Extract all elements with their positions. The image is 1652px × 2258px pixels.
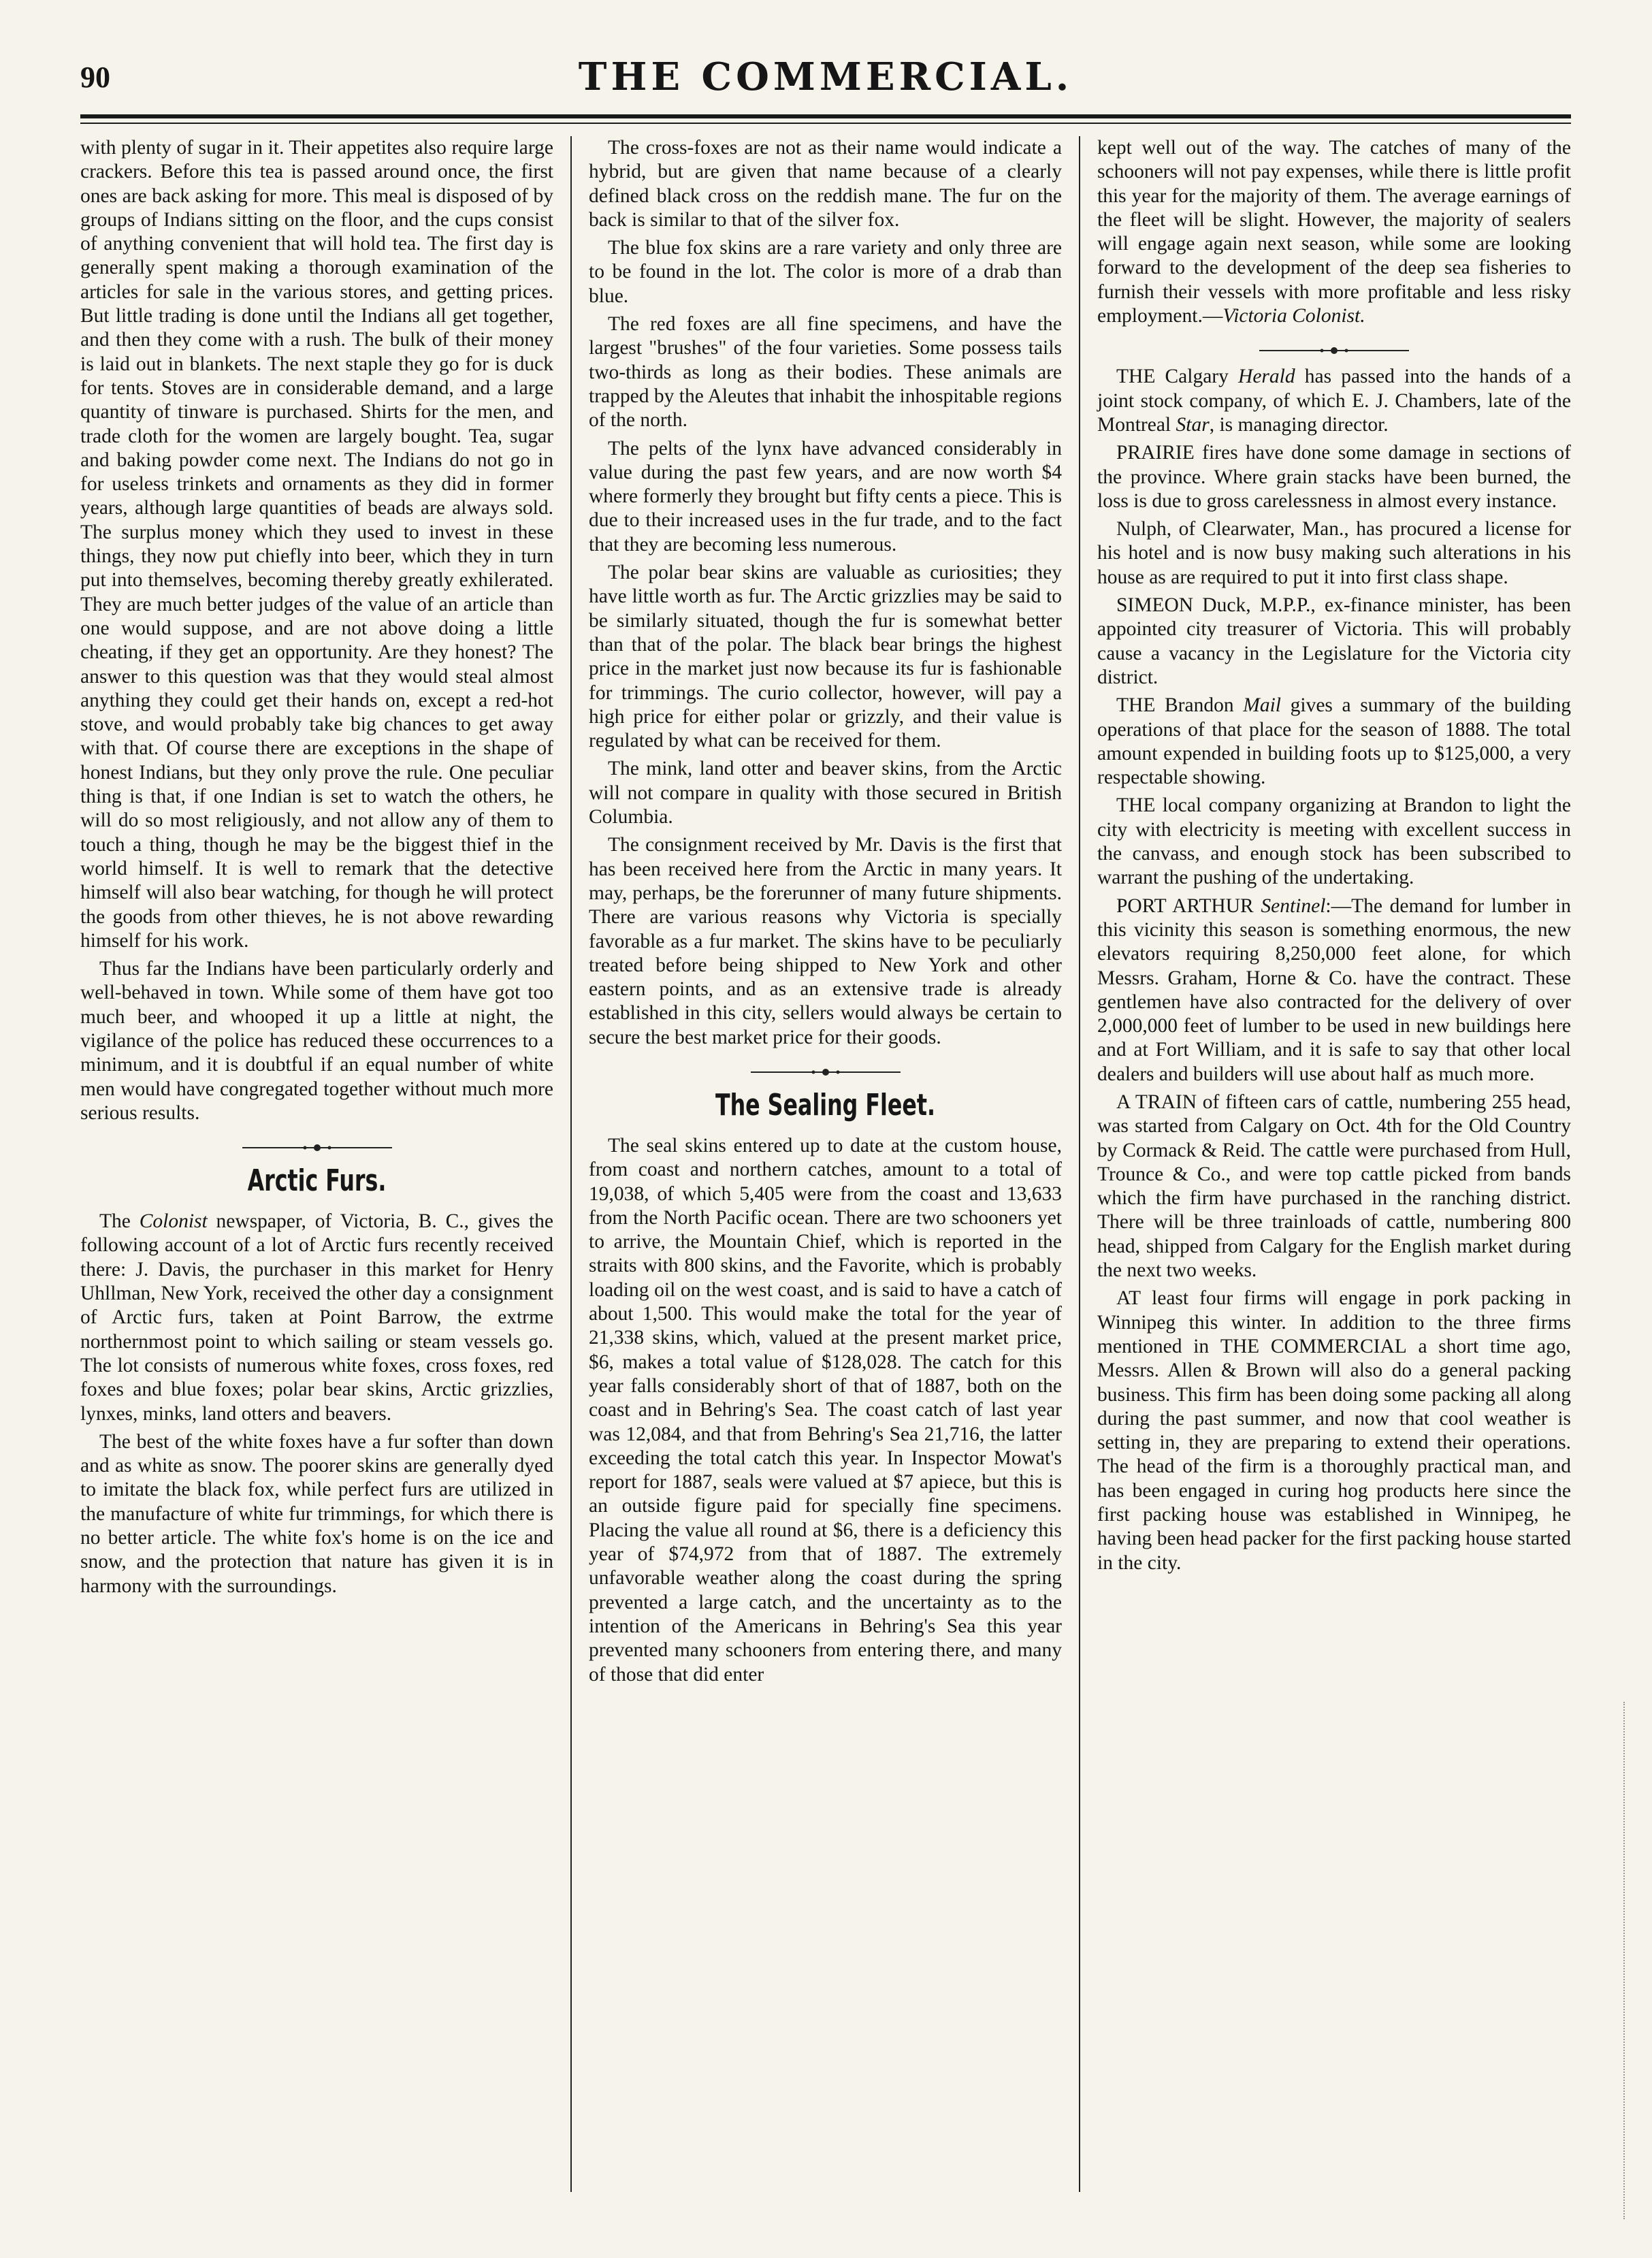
paragraph: The best of the white foxes have a fur softer than down and as white as snow. The poorer skins are generally dyed to imitate the black fox, while perfect furs are utilized in the manufacture of white fur trimmings, for which there is no better article. The white fox's home is on the ice and snow, and the protection that nature has given it is in harmony with the surroundings. [80,1430,553,1597]
paragraph: THE local company organizing at Brandon to light the city with electricity is meeting with excellent success in the canvass, and enough stock has been subscribed to warrant the pushing of the undertaking. [1097,794,1571,889]
column-2 [589,136,1062,1691]
column-divider [1079,136,1080,2192]
header-rule-thin [80,123,1571,124]
section-ornament [80,1143,553,1152]
paragraph: The red foxes are all fine specimens, and have the largest "brushes" of the four varieties. Some possess tails two-thirds as long as their bodies. These animals are trapped by the Aleutes that inhabit the inhospitable regions of the north. [589,313,1062,432]
paragraph: The seal skins entered up to date at the custom house, from coast and northern catches, amount to a total of 19,038, of which 5,405 were from the coast and 13,633 from the North Pacific ocean. There are two schooners yet to arrive, the Mountain Chief, which is reported in the straits with 800 skins, and the Favorite, which is probably loading oil on the west coast, and is said to have a catch of about 1,500. This would make the total for the year of 21,338 skins, which, valued at the present market price, $6, makes a total value of $128,028. The catch for this year falls considerably short of that of 1887, both on the coast and in Behring's Sea. The coast catch of last year was 12,084, and that from Behring's Sea 21,716, the latter exceeding the total catch this year. In Inspector Mowat's report for 1887, seals were valued at $7 apiece, but this is an outside figure paid for specially fine specimens. Placing the value all round at $6, there is a deficiency this year of $74,972 from that of 1887. The extremely unfavorable weather along the coast during the spring prevented a large catch, and the uncertainty as to the intention of the Americans in Behring's Sea this year prevented many schooners from entering there, and many of those that did enter [589,1134,1062,1686]
paragraph: THE Brandon Mail gives a summary of the building operations of that place for the season of 1888. The total amount expended in building foots up to $125,000, a very respectable showing. [1097,694,1571,789]
paragraph: The Colonist newspaper, of Victoria, B. C., gives the following account of a lot of Arctic furs recently received there: J. Davis, the purchaser in this market for Henry Uhllman, New York, received the other day a consignment of Arctic furs, taken at Point Barrow, the extrme northernmost point to which sailing or steam vessels go. The lot consists of numerous white foxes, cross foxes, red foxes and blue foxes; polar bear skins, Arctic grizzlies, lynxes, minks, land otters and beavers. [80,1210,553,1425]
paragraph: THE Calgary Herald has passed into the hands of a joint stock company, of which E. J. Chambers, late of the Montreal Star, is managing director. [1097,366,1571,436]
paragraph: Thus far the Indians have been particularly orderly and well-behaved in town. While some of them have got too much beer, and whooped it up a little at night, the vigilance of the police has reduced these occurrences to a minimum, and it is doubtful if an equal number of white men would have congregated together without much more serious results. [80,958,553,1124]
masthead-title: THE COMMERCIAL. [578,54,1073,99]
paragraph: The mink, land otter and beaver skins, from the Arctic will not compare in quality with those secured in British Columbia. [589,758,1062,828]
paragraph: The polar bear skins are valuable as curiosities; they have little worth as fur. The Arctic grizzlies may be said to be similarly situated, though the fur is somewhat better than that of the polar. The black bear brings the highest price in the market just now because its fur is fashionable for trimmings. The curio collector, however, will pay a high price for either polar or grizzly, and their value is regulated by what can be received for them. [589,562,1062,752]
paragraph: The pelts of the lynx have advanced considerably in value during the past few years, and are now worth $4 where formerly they brought but fifty cents a piece. This is due to their increased uses in the fur trade, and to the fact that they are becoming less numerous. [589,437,1062,555]
section-heading: The Sealing Fleet. [715,1087,935,1123]
paragraph: kept well out of the way. The catches of many of the schooners will not pay expenses, while there is little profit this year for the majority of them. The average earnings of the fleet will be slight. However, the majority of sealers will engage again next season, while some are looking forward to the development of the deep sea fisheries to furnish their vessels with more profitable and less risky employment.—Victoria Colonist. [1097,137,1571,327]
column-1 [80,136,553,1602]
paragraph: A TRAIN of fifteen cars of cattle, numbering 255 head, was started from Calgary on Oct. 4th for the Old Country by Cormack & Reid. The cattle were purchased from Hull, Trounce & Co., and were top cattle picked from bands which the firm have purchased in the ranching district. There will be three trainloads of cattle, numbering 800 head, shipped from Calgary for the English market during the next two weeks. [1097,1091,1571,1282]
column-3 [1097,136,1571,1579]
paragraph: PRAIRIE fires have done some damage in sections of the province. Where grain stacks have been burned, the loss is due to gross carelessness in almost every instance. [1097,442,1571,512]
page-header [80,48,1571,109]
paragraph: with plenty of sugar in it. Their appetites also require large crackers. Before this tea is passed around once, the first ones are back asking for more. This meal is disposed of by groups of Indians sitting on the floor, and the cups consist of anything convenient that will hold tea. The first day is generally spent making a thorough examination of the articles for sale in the various stores, and getting prices. But little trading is done until the Indians all get together, and then they come with a rush. The bulk of their money is laid out in blankets. The next staple they go for is duck for tents. Stoves are in considerable demand, and a large quantity of tinware is purchased. Shirts for the men, and trade cloth for the women are largely bought. Tea, sugar and baking powder come next. The Indians do not go in for useless trinkets and ornaments as they did in former years, although large quantities of beads are always sold. The surplus money which they used to invest in these things, they now put chiefly into beer, which they in turn put into themselves, becoming thereby greatly exhilerated. They are much better judges of the value of an article than one would suppose, and are not above doing a little cheating, if they get an opportunity. Are they honest? The answer to this question was that they would steal almost anything they could get their hands on, except a red-hot stove, and would probably take big chances to get away with that. Of course there are exceptions in the shape of honest Indians, but they only prove the rule. One peculiar thing is that, if one Indian is set to watch the others, he will do so most religiously, and not allow any of them to touch a thing, though he may be the biggest thief in the world himself. It is well to remark that the detective himself will also bear watching, for though he will protect the goods from other thieves, he is not above rewarding himself for his work. [80,137,553,952]
paragraph: The consignment received by Mr. Davis is the first that has been received here from the Arctic in many years. It may, perhaps, be the forerunner of many future shipments. There are various reasons why Victoria is specially favorable as a fur market. The skins have to be peculiarly treated before being shipped to New York and other eastern points, and as an extensive trade is already established in this city, sellers would always be certain to secure the best market price for their goods. [589,834,1062,1048]
section-ornament [1097,346,1571,355]
page-number: 90 [80,61,110,94]
paragraph: AT least four firms will engage in pork packing in Winnipeg this winter. In addition to the three firms mentioned in THE COMMERCIAL a short time ago, Messrs. Allen & Brown will also do a general packing business. This firm has been doing some packing all along during the past summer, and now that cool weather is setting in, they are preparing to extend their operations. The head of the firm is a thoroughly practical man, and has been engaged in curing hog products here since the first packing house was established in Winnipeg, he having been head packer for the first packing house started in the city. [1097,1287,1571,1574]
page-edge-marks [1623,1702,1626,2219]
header-rule [80,114,1571,118]
section-heading: Arctic Furs. [247,1163,387,1199]
section-ornament [589,1067,1062,1077]
paragraph: SIMEON Duck, M.P.P., ex-finance minister, has been appointed city treasurer of Victoria. This will probably cause a vacancy in the Legislature for the Victoria city district. [1097,594,1571,688]
paragraph: The cross-foxes are not as their name would indicate a hybrid, but are given that name because of a clearly defined black cross on the reddish mane. The fur on the back is similar to that of the silver fox. [589,137,1062,231]
paragraph: The blue fox skins are a rare variety and only three are to be found in the lot. The color is more of a drab than blue. [589,237,1062,307]
column-divider [570,136,572,2192]
paragraph: PORT ARTHUR Sentinel:—The demand for lumber in this vicinity this season is something enormous, the new elevators requiring 8,250,000 feet alone, for which Messrs. Graham, Horne & Co. have the contract. These gentlemen have also contracted for the delivery of over 2,000,000 feet of lumber to be used in new buildings here and at Fort William, and it is safe to say that other local dealers and builders will use about half as much more. [1097,894,1571,1085]
paragraph: Nulph, of Clearwater, Man., has procured a license for his hotel and is now busy making such alterations in his house as are required to put it into first class shape. [1097,518,1571,588]
